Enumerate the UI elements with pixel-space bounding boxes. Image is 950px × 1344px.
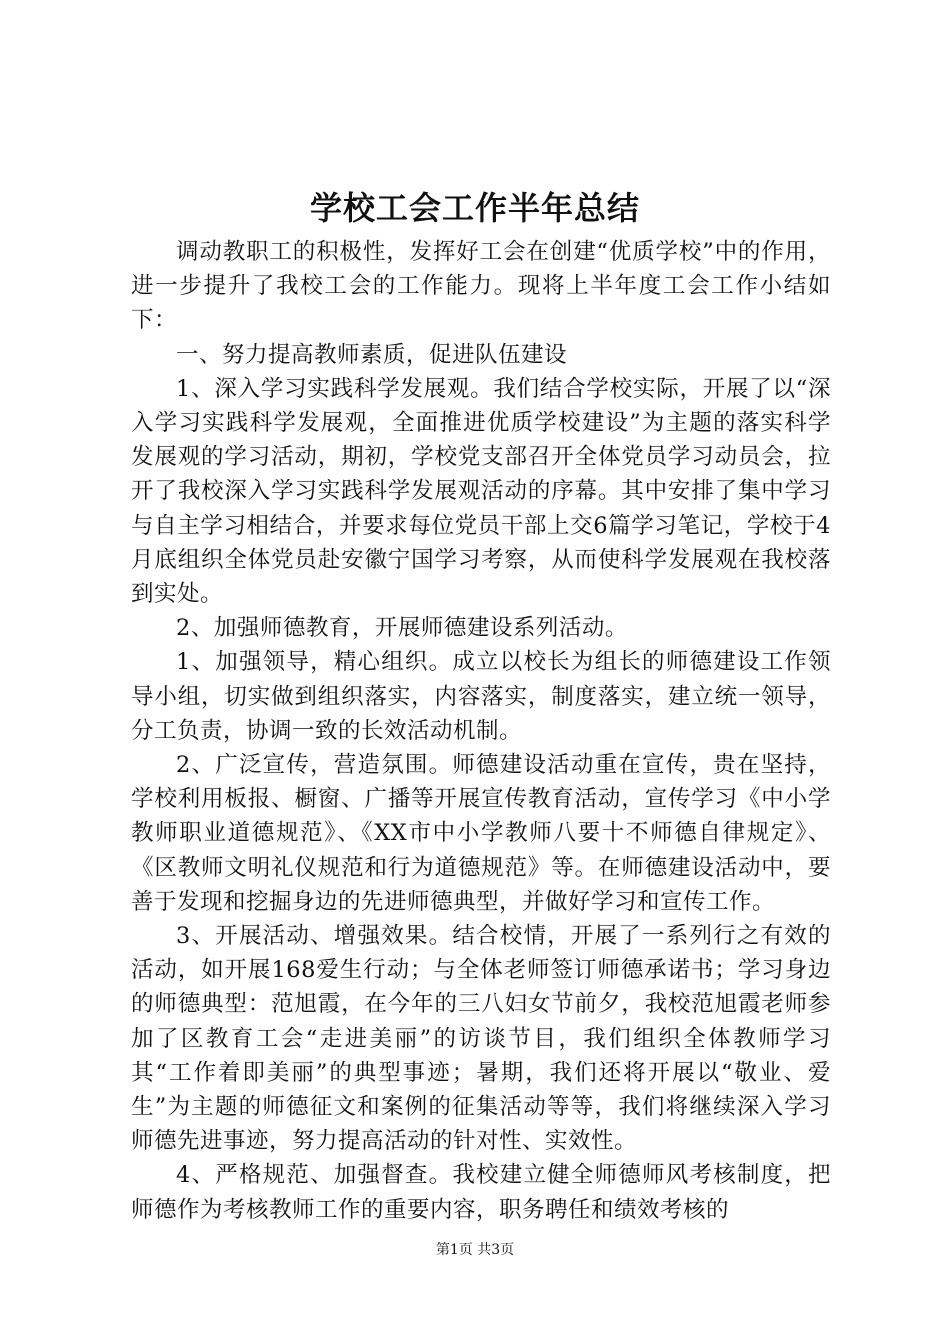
paragraph-item: 4、严格规范、加强督查。我校建立健全师德师风考核制度，把师德作为考核教师工作的重要内容，职务聘任和绩效考核的: [131, 1162, 831, 1223]
paragraph-section-heading: 一、努力提高教师素质，促进队伍建设: [176, 341, 568, 368]
paragraph-intro: 调动教职工的积极性，发挥好工会在创建“优质学校”中的作用，进一步提升了我校工会的工作能力。现将上半年度工会工作小结如下：: [131, 239, 831, 334]
document-title: 学校工会工作半年总结: [309, 189, 640, 227]
paragraph-item: 2、加强师德教育，开展师德建设系列活动。: [176, 615, 628, 642]
document-body: [131, 235, 831, 1227]
paragraph-item: 2、广泛宣传，营造氛围。师德建设活动重在宣传，贵在坚持，学校利用板报、橱窗、广播等开展宣传教育活动，宣传学习《中小学教师职业道德规范》、《XX市中小学教师八要十不师德自律规定》、《区教师文明礼仪规范和行为道德规范》等。在师德建设活动中，要善于发现和挖掘身边的先进师德典型，并做好学习和宣传工作。: [131, 752, 831, 915]
paragraph-item: 1、加强领导，精心组织。成立以校长为组长的师德建设工作领导小组，切实做到组织落实，内容落实，制度落实，建立统一领导，分工负责，协调一致的长效活动机制。: [131, 649, 831, 744]
page-number-footer: 第1页 共3页: [435, 1242, 515, 1258]
paragraph-item: 1、深入学习实践科学发展观。我们结合学校实际，开展了以“深入学习实践科学发展观，全面推进优质学校建设”为主题的落实科学发展观的学习活动，期初，学校党支部召开全体党员学习动员会，拉开了我校深入学习实践科学发展观活动的序幕。其中安排了集中学习与自主学习相结合，并要求每位党员干部上交6篇学习笔记，学校于4月底组织全体党员赴安徽宁国学习考察，从而使科学发展观在我校落到实处。: [131, 375, 831, 608]
paragraph-item: 3、开展活动、增强效果。结合校情，开展了一系列行之有效的活动，如开展168爱生行动；与全体老师签订师德承诺书；学习身边的师德典型：范旭霞，在今年的三八妇女节前夕，我校范旭霞老师参加了区教育工会“走进美丽”的访谈节目，我们组织全体教师学习其“工作着即美丽”的典型事迹；暑期，我们还将开展以“敬业、爱生”为主题的师德征文和案例的征集活动等等，我们将继续深入学习师德先进事迹，努力提高活动的针对性、实效性。: [131, 923, 831, 1155]
